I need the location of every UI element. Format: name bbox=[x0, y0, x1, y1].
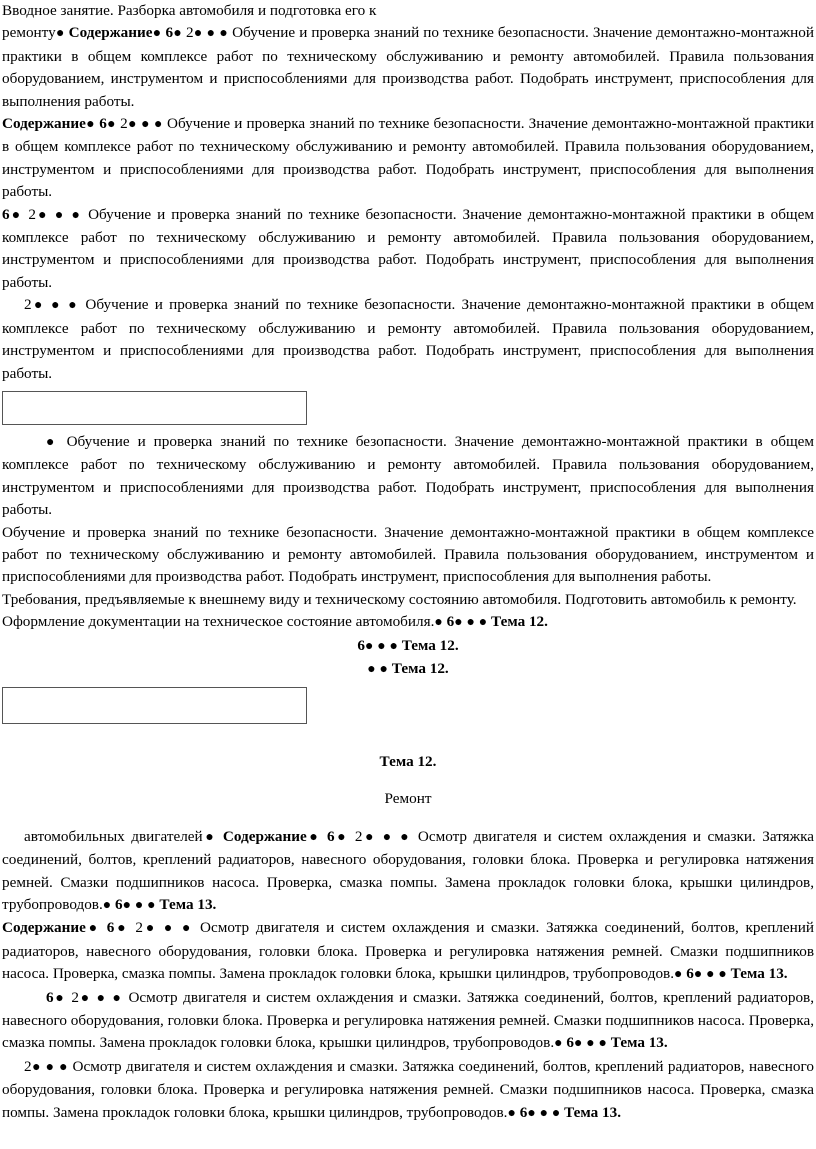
number-6: 6 bbox=[566, 1034, 574, 1052]
paragraph-soderzhanie-engine bbox=[2, 917, 814, 986]
documentation-text: Оформление документации на техническое состояние автомобиля. bbox=[2, 613, 435, 631]
bullet-separator: ● bbox=[134, 897, 144, 913]
bullet-separator: ● bbox=[377, 638, 386, 654]
bullet-separator: ● bbox=[539, 1105, 549, 1121]
number-6: 6 bbox=[115, 895, 123, 913]
paragraph-2-engine bbox=[2, 1056, 814, 1125]
requirements-text: Требования, предъявляемые к внешнему виду и техническому состоянию автомобиля. Подготовить автомобиль к ремонту. bbox=[2, 590, 797, 608]
label-soderzhanie: Содержание bbox=[2, 115, 86, 133]
engine-body-text: Осмотр двигателя и систем охлаждения и смазки. Затяжка соединений, болтов, креплений радиаторов, навесного оборудования, головки блока. Проверка и регулировка натяжения ремней. Смазки подшипников насоса. Проверка, смазка помпы. Замена прокладок головки блока, крышки цилиндров, трубопроводов. bbox=[2, 827, 814, 913]
paragraph-6-2-engine bbox=[2, 987, 814, 1056]
bullet-separator: ● bbox=[114, 921, 129, 937]
bullet-separator: ● bbox=[718, 967, 727, 983]
bullet-separator: ● bbox=[9, 207, 23, 223]
tema-12-label: Тема 12. bbox=[401, 636, 459, 654]
bullet-separator: ● bbox=[78, 990, 91, 1006]
paragraph-tema12-center-b bbox=[2, 658, 814, 681]
paragraph-2-only bbox=[2, 294, 814, 385]
vertical-spacer bbox=[2, 724, 814, 735]
safety-body-text: Обучение и проверка знаний по технике безопасности. Значение демонтажно-монтажной практики в общем комплексе работ по техническому обслуживанию и ремонту автомобилей. Правила пользования оборудованием, инструментом и приспособлениями для производства работ. Подобрать инструмент, приспособления для выполнения работы. bbox=[2, 115, 815, 201]
tema-12-label: Тема 12. bbox=[491, 613, 548, 631]
bullet-separator: ● bbox=[554, 1036, 563, 1052]
paragraph-bullet-only bbox=[2, 431, 814, 522]
number-2: 2 bbox=[24, 1057, 32, 1075]
bullet-separator: ● bbox=[141, 117, 150, 133]
bullet-separator: ● bbox=[85, 921, 101, 937]
bullet-separator: ● bbox=[202, 829, 217, 845]
number-6: 6 bbox=[357, 636, 365, 654]
bullet-separator: ● bbox=[434, 615, 443, 631]
number-6: 6 bbox=[519, 1103, 528, 1121]
bullet-separator: ● bbox=[106, 117, 116, 133]
empty-form-box-1[interactable] bbox=[2, 391, 307, 425]
bullet-separator: ● bbox=[206, 26, 216, 42]
bullet-separator: ● bbox=[96, 990, 107, 1006]
paragraph-documentation bbox=[2, 611, 814, 634]
bullet-separator: ● bbox=[598, 1036, 607, 1052]
bullet-separator: ● bbox=[142, 921, 158, 937]
safety-body-text: Обучение и проверка знаний по технике безопасности. Значение демонтажно-монтажной практики в общем комплексе работ по техническому обслуживанию и ремонту автомобилей. Правила пользования оборудованием, инструментом и приспособлениями для производства работ. Подобрать инструмент, приспособления для выполнения работы. bbox=[2, 296, 815, 382]
tema-13-label: Тема 13. bbox=[610, 1034, 668, 1052]
paragraph-plain-safety bbox=[2, 522, 814, 589]
bullet-separator: ● bbox=[379, 661, 388, 677]
bullet-separator: ● bbox=[334, 829, 349, 845]
number-2: 2 bbox=[28, 205, 36, 223]
number-2: 2 bbox=[135, 919, 143, 937]
bullet-separator: ● bbox=[586, 1036, 595, 1052]
paragraph-intro-lead: ремонту bbox=[2, 24, 56, 42]
heading-tema-12: Тема 12. bbox=[379, 752, 437, 770]
bullet-separator: ● bbox=[31, 1059, 42, 1075]
bullet-separator: ● bbox=[46, 434, 59, 450]
bullet-separator: ● bbox=[400, 829, 412, 845]
bullet-separator: ● bbox=[154, 117, 163, 133]
bullet-separator: ● bbox=[147, 897, 156, 913]
bullet-separator: ● bbox=[45, 1059, 55, 1075]
engines-lead-text: автомобильных двигателей bbox=[24, 827, 203, 845]
number-2: 2 bbox=[186, 24, 194, 42]
tema-13-label: Тема 13. bbox=[159, 895, 217, 913]
bullet-separator: ● bbox=[59, 1059, 69, 1075]
bullet-separator: ● bbox=[478, 615, 488, 631]
bullet-separator: ● bbox=[364, 638, 374, 654]
bullet-separator: ● bbox=[85, 117, 96, 133]
bullet-separator: ● bbox=[68, 298, 80, 314]
paragraph-requirements bbox=[2, 589, 814, 611]
empty-form-box-2[interactable] bbox=[2, 687, 307, 724]
bullet-separator: ● bbox=[193, 26, 203, 42]
bullet-separator: ● bbox=[382, 829, 394, 845]
safety-body-text: Обучение и проверка знаний по технике безопасности. Значение демонтажно-монтажной практики в общем комплексе работ по техническому обслуживанию и ремонту автомобилей. Правила пользования оборудованием, инструментом и приспособлениями для производства работ. Подобрать инструмент, приспособления для выполнения работы. bbox=[2, 432, 815, 519]
bullet-separator: ● bbox=[173, 26, 183, 42]
number-6: 6 bbox=[99, 115, 107, 133]
bullet-separator: ● bbox=[152, 26, 162, 42]
bullet-separator: ● bbox=[127, 117, 137, 133]
number-2: 2 bbox=[354, 827, 363, 845]
bullet-separator: ● bbox=[466, 615, 475, 631]
bullet-separator: ● bbox=[163, 921, 176, 937]
bullet-separator: ● bbox=[551, 1105, 561, 1121]
bullet-separator: ● bbox=[112, 990, 123, 1006]
label-soderzhanie: Содержание bbox=[222, 827, 307, 845]
bullet-separator: ● bbox=[181, 921, 194, 937]
paragraph-tema12-center-a bbox=[2, 635, 814, 658]
bullet-separator: ● bbox=[706, 967, 715, 983]
paragraph-soderzhanie-2 bbox=[2, 113, 814, 204]
bullet-separator: ● bbox=[362, 829, 377, 845]
bullet-separator: ● bbox=[389, 638, 398, 654]
number-6: 6 bbox=[106, 919, 115, 937]
title-line: Вводное занятие. Разборка автомобиля и подготовка его к bbox=[2, 2, 377, 19]
bullet-separator: ● bbox=[674, 967, 683, 983]
bullet-separator: ● bbox=[53, 990, 66, 1006]
bullet-separator: ● bbox=[367, 661, 376, 677]
number-6: 6 bbox=[2, 205, 10, 223]
safety-body-text: Обучение и проверка знаний по технике безопасности. Значение демонтажно-монтажной практики в общем комплексе работ по техническому обслуживанию и ремонту автомобилей. Правила пользования оборудованием, инструментом и приспособлениями для производства работ. Подобрать инструмент, приспособления для выполнения работы. bbox=[2, 523, 814, 586]
paragraph-intro bbox=[2, 0, 814, 113]
safety-body-text: Обучение и проверка знаний по технике безопасности. Значение демонтажно-монтажной практики в общем комплексе работ по техническому обслуживанию и ремонту автомобилей. Правила пользования оборудованием, инструментом и приспособлениями для производства работ. Подобрать инструмент, приспособления для выполнения работы. bbox=[2, 24, 814, 110]
number-6: 6 bbox=[46, 988, 54, 1006]
engine-body-text: Осмотр двигателя и систем охлаждения и смазки. Затяжка соединений, болтов, креплений радиаторов, навесного оборудования, головки блока. Проверка и регулировка натяжения ремней. Смазки подшипников насоса. Проверка, смазка помпы. Замена прокладок головки блока, крышки цилиндров, трубопроводов. bbox=[2, 919, 815, 983]
bullet-separator: ● bbox=[71, 207, 83, 223]
bullet-separator: ● bbox=[693, 967, 703, 983]
bullet-separator: ● bbox=[31, 298, 45, 314]
number-6: 6 bbox=[327, 827, 335, 845]
number-2: 2 bbox=[71, 988, 79, 1006]
bullet-separator: ● bbox=[306, 829, 321, 845]
bullet-separator: ● bbox=[36, 207, 49, 223]
bullet-separator: ● bbox=[102, 897, 112, 913]
label-soderzhanie: Содержание bbox=[68, 24, 153, 42]
bullet-separator: ● bbox=[573, 1036, 583, 1052]
number-2: 2 bbox=[120, 115, 128, 133]
bullet-separator: ● bbox=[122, 897, 132, 913]
tema-12-label: Тема 12. bbox=[391, 659, 449, 677]
number-2: 2 bbox=[24, 296, 32, 314]
number-6: 6 bbox=[446, 613, 455, 631]
bullet-separator: ● bbox=[55, 26, 65, 42]
engine-body-text: Осмотр двигателя и систем охлаждения и смазки. Затяжка соединений, болтов, креплений радиаторов, навесного оборудования, головки блока. Проверка и регулировка натяжения ремней. Смазки подшипников насоса. Проверка, смазка помпы. Замена прокладок головки блока, крышки цилиндров, трубопроводов. bbox=[2, 1057, 814, 1121]
bullet-separator: ● bbox=[54, 207, 66, 223]
engine-body-text: Осмотр двигателя и систем охлаждения и смазки. Затяжка соединений, болтов, креплений радиаторов, навесного оборудования, головки блока. Проверка и регулировка натяжения ремней. Смазки подшипников насоса. Проверка, смазка помпы. Замена прокладок головки блока, крышки цилиндров, трубопроводов. bbox=[2, 988, 815, 1052]
bullet-separator: ● bbox=[507, 1105, 516, 1121]
number-6: 6 bbox=[686, 965, 694, 983]
bullet-separator: ● bbox=[219, 26, 229, 42]
safety-body-text: Обучение и проверка знаний по технике безопасности. Значение демонтажно-монтажной практики в общем комплексе работ по техническому обслуживанию и ремонту автомобилей. Правила пользования оборудованием, инструментом и приспособлениями для производства работ. Подобрать инструмент, приспособления для выполнения работы. bbox=[2, 205, 814, 291]
bullet-separator: ● bbox=[51, 298, 63, 314]
bullet-separator: ● bbox=[527, 1105, 536, 1121]
tema-13-label: Тема 13. bbox=[730, 965, 788, 983]
label-soderzhanie: Содержание bbox=[2, 919, 86, 937]
tema-13-label: Тема 13. bbox=[564, 1103, 622, 1121]
paragraph-engines-soderzhanie bbox=[2, 826, 814, 918]
paragraph-6-2 bbox=[2, 204, 814, 295]
heading-remont: Ремонт bbox=[384, 790, 432, 808]
number-6: 6 bbox=[165, 24, 174, 42]
bullet-separator: ● bbox=[454, 615, 463, 631]
